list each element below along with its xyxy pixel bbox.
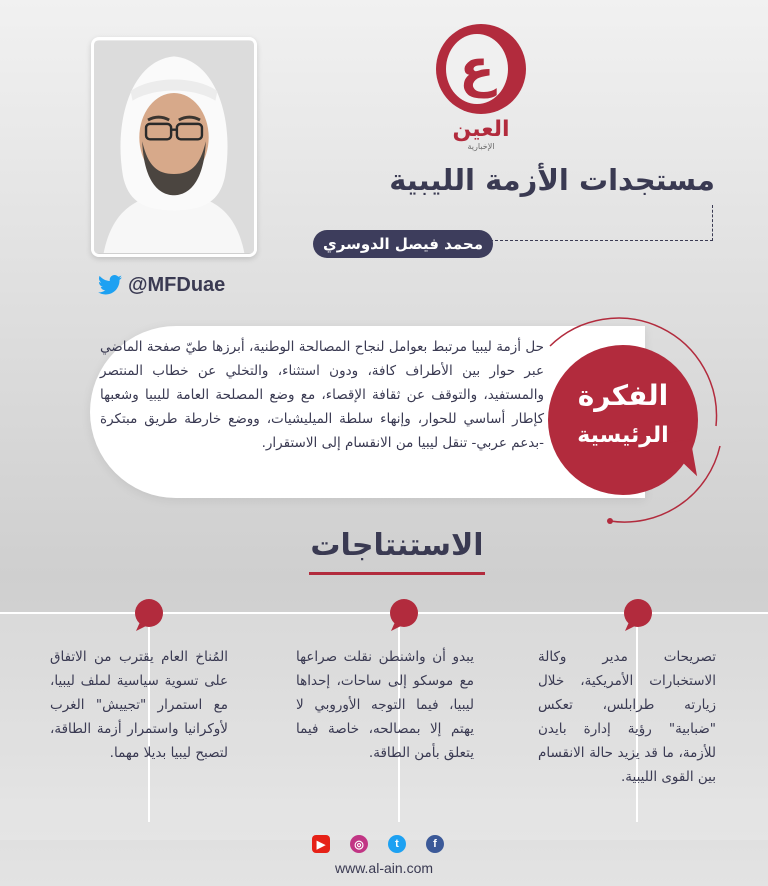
- main-idea-label-1: الفكرة: [577, 379, 669, 412]
- conclusion-text-2: يبدو أن واشنطن نقلت صراعها مع موسكو إلى ساحات، إحداها ليبيا، فيما التوجه الأوروبي لا يهتم إلا بمصالحه، خاصة فيما يتعلق بأمن الطاقة.: [296, 649, 474, 761]
- conclusion-text-3: المُناخ العام يقترب من الاتفاق على تسوية سياسية لملف ليبيا، مع استمرار "تجييش" الغرب لأوكرانيا واستمرار أزمة الطاقة، لتصبح ليبيا بديلا مهما.: [50, 649, 228, 761]
- youtube-icon[interactable]: ▶: [312, 835, 330, 853]
- facebook-icon[interactable]: f: [426, 835, 444, 853]
- main-idea-text: حل أزمة ليبيا مرتبط بعوامل لنجاح المصالحة الوطنية، أبرزها طيّ صفحة الماضي عبر حوار بين الأطراف كافة، ودون استثناء، والتخلي عن خطاب المنتصر والمستفيد، والتوقف عن ثقافة الإقصاء، مع وضع المصلحة العامة لليبيا وشعبها كإطار أساسي للحوار، وإنهاء سلطة الميليشيات، ووضع خارطة طريق مبتكرة -بدعم عربي- تنقل ليبيا من الانقسام إلى الاستقرار.: [100, 339, 544, 451]
- author-name: محمد فيصل الدوسري: [313, 230, 493, 258]
- logo-glyph: ع: [459, 39, 495, 99]
- twitter-handle[interactable]: [98, 272, 258, 298]
- author-photo: [91, 37, 257, 257]
- logo-sub: الإخبارية: [467, 142, 495, 151]
- page-title: مستجدات الأزمة الليبية: [389, 163, 715, 197]
- conclusions-title: الاستنتاجات: [310, 528, 484, 563]
- speech-bubble-icon: [132, 598, 166, 632]
- logo-name: العين: [452, 117, 510, 142]
- twitter-handle-text: @MFDuae: [128, 273, 226, 296]
- conclusions-underline: [309, 572, 485, 575]
- twitter-icon[interactable]: t: [388, 835, 406, 853]
- main-idea-badge: [548, 345, 716, 495]
- instagram-icon[interactable]: ◎: [350, 835, 368, 853]
- title-divider-vertical: [712, 205, 714, 241]
- conclusion-text-1: تصريحات مدير وكالة الاستخبارات الأمريكية، خلال زيارته طرابلس، تعكس "ضبابية" رؤية إدارة بايدن للأزمة، ما قد يزيد حالة الانقسام بين القوى الليبية.: [538, 649, 716, 785]
- al-ain-logo: [432, 24, 530, 154]
- twitter-icon: [98, 275, 122, 295]
- website-link[interactable]: www.al-ain.com: [334, 860, 434, 876]
- main-idea-label-2: الرئيسية: [577, 423, 669, 448]
- social-icons: [312, 832, 444, 856]
- speech-bubble-icon: [387, 598, 421, 632]
- speech-bubble-icon: [621, 598, 655, 632]
